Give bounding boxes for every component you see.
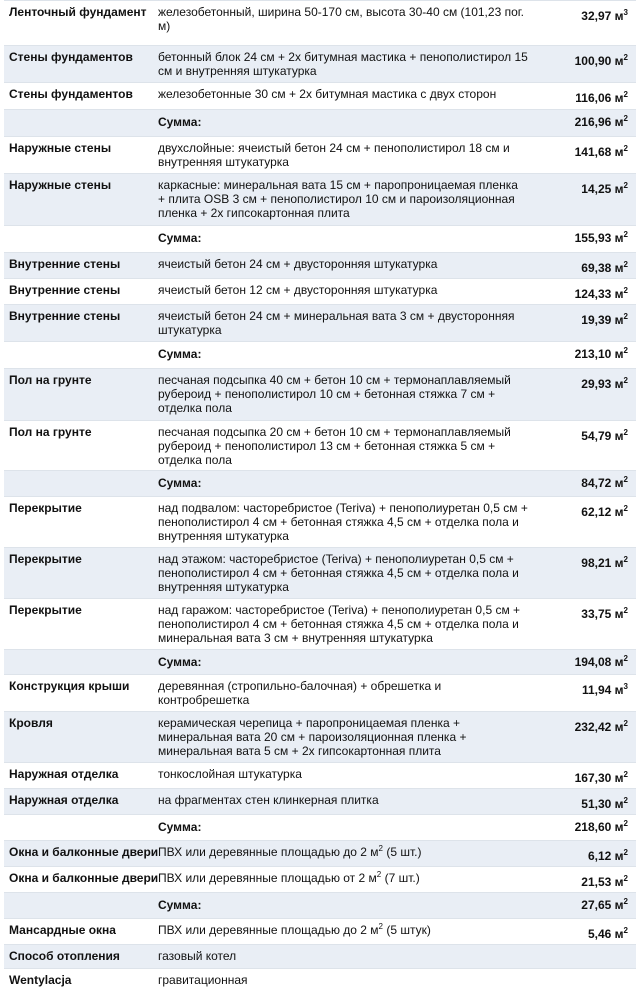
quantity-number: 194,08 м [574, 655, 624, 669]
description-text: ячеистый бетон 12 см + двусторонняя штукатурка [158, 283, 438, 297]
unit-exponent: 2 [623, 848, 628, 857]
unit-exponent: 2 [623, 260, 628, 269]
quantity-number: 33,75 м [581, 607, 624, 621]
description-text: ПВХ или деревянные площадью от 2 м [158, 871, 377, 885]
sum-row [4, 892, 636, 918]
description-text: деревянная (стропильно-балочная) + обрешетка и контробрешетка [158, 679, 442, 707]
quantity-value [581, 898, 628, 912]
element-name: Внутренние стены [9, 309, 121, 323]
element-description [158, 793, 528, 807]
element-name: Стены фундаментов [9, 50, 133, 64]
table-row [4, 944, 636, 968]
table-row [4, 788, 636, 814]
element-name: Wentylacja [9, 973, 72, 987]
sum-label: Сумма: [158, 347, 202, 361]
element-name: Наружные стены [9, 178, 112, 192]
quantity-value [575, 91, 628, 105]
quantity-value [588, 849, 628, 863]
table-row [4, 598, 636, 649]
element-description [158, 178, 528, 220]
description-text: песчаная подсыпка 40 см + бетон 10 см + термонаплавляемый рубероид + пенополистирол 10 см + бетонная стяжка 7 см + отделка пола [158, 373, 511, 415]
quantity-number: 232,42 м [574, 720, 624, 734]
quantity-number: 11,94 м [581, 683, 624, 697]
element-description [158, 141, 528, 169]
description-text: над гаражом: часторебристое (Teriva) + пенополиуретан 0,5 см + пенополистирол 4 см + бетонная стяжка 4,5 см + отделка пола и минеральная вата 3 см + внутренняя штукатурка [158, 603, 521, 645]
description-text: керамическая черепица + паропроницаемая пленка + минеральная вата 20 см + пароизоляционная пленка + минеральная вата 5 см + 2x гипсокартонная плита [158, 716, 467, 758]
quantity-number: 54,79 м [581, 429, 624, 443]
quantity-number: 69,38 м [581, 261, 624, 275]
sum-label: Сумма: [158, 655, 202, 669]
quantity-number: 155,93 м [574, 231, 624, 245]
quantity-value [581, 313, 628, 327]
element-description [158, 283, 528, 297]
table-row [4, 674, 636, 711]
sum-label: Сумма: [158, 231, 202, 245]
quantity-number: 62,12 м [581, 505, 624, 519]
table-row [4, 82, 636, 109]
quantity-value [581, 9, 628, 23]
description-text: песчаная подсыпка 20 см + бетон 10 см + термонаплавляемый рубероид + пенополистирол 13 см + бетонная стяжка 5 см + отделка пола [158, 425, 511, 467]
quantity-value [575, 287, 628, 301]
element-description [158, 767, 528, 781]
quantity-value [575, 115, 628, 129]
element-description [158, 871, 528, 885]
quantity-value [575, 54, 628, 68]
element-description [158, 845, 528, 859]
sum-label: Сумма: [158, 476, 202, 490]
table-row [4, 173, 636, 225]
unit-exponent: 2 [623, 90, 628, 99]
unit-exponent: 2 [623, 796, 628, 805]
table-row [4, 0, 636, 45]
element-name: Кровля [9, 716, 53, 730]
table-row [4, 866, 636, 892]
quantity-value [581, 476, 628, 490]
description-text: каркасные: минеральная вата 15 см + паропроницаемая пленка + плита OSB 3 см + пенополистирол 10 см и пароизоляционная пленка + 2x гипсокартонная плита [158, 178, 518, 220]
quantity-value [582, 683, 628, 697]
description-text: ячеистый бетон 24 см + минеральная вата 3 см + двусторонняя штукатурка [158, 309, 515, 337]
element-name: Перекрытие [9, 552, 82, 566]
unit-exponent: 2 [623, 874, 628, 883]
table-row [4, 762, 636, 788]
quantity-value [588, 927, 628, 941]
description-text: (5 штук) [383, 923, 431, 937]
element-description [158, 5, 528, 33]
unit-exponent: 2 [378, 844, 383, 853]
quantity-number: 116,06 м [575, 91, 624, 105]
unit-exponent: 2 [623, 181, 628, 190]
sum-row [4, 341, 636, 368]
quantity-number: 216,96 м [574, 115, 624, 129]
unit-exponent: 2 [623, 926, 628, 935]
element-description [158, 50, 528, 78]
quantity-value [575, 347, 628, 361]
unit-exponent: 2 [623, 376, 628, 385]
unit-exponent: 2 [623, 428, 628, 437]
element-description [158, 309, 528, 337]
element-description [158, 716, 528, 758]
unit-exponent: 2 [623, 114, 628, 123]
table-row [4, 547, 636, 598]
quantity-value [575, 231, 628, 245]
element-name: Мансардные окна [9, 923, 116, 937]
unit-exponent: 2 [623, 144, 628, 153]
quantity-value [581, 429, 628, 443]
unit-exponent: 2 [623, 606, 628, 615]
element-name: Пол на грунте [9, 373, 92, 387]
element-description [158, 425, 528, 467]
table-row [4, 136, 636, 173]
element-description [158, 679, 528, 707]
table-row [4, 278, 636, 304]
quantity-number: 21,53 м [581, 875, 624, 889]
description-text: (7 шт.) [381, 871, 420, 885]
description-text: над подвалом: часторебристое (Teriva) + пенополиуретан 0,5 см + пенополистирол 4 см + бетонная стяжка 4,5 см + отделка пола и внутренняя штукатурка [158, 501, 528, 543]
quantity-number: 6,12 м [587, 849, 624, 863]
element-name: Наружные стены [9, 141, 112, 155]
description-text: железобетонный, ширина 50-170 см, высота 30-40 см (101,23 пог. м) [158, 5, 524, 33]
element-name: Окна и балконные двери [9, 871, 159, 885]
sum-label: Сумма: [158, 898, 202, 912]
element-description [158, 923, 528, 937]
element-name: Ленточный фундамент [9, 5, 147, 19]
quantity-number: 51,30 м [581, 797, 624, 811]
quantity-number: 213,10 м [574, 347, 624, 361]
element-description [158, 501, 528, 543]
table-row [4, 368, 636, 420]
unit-exponent: 3 [623, 682, 628, 691]
element-name: Наружная отделка [9, 767, 119, 781]
unit-exponent: 2 [623, 819, 628, 828]
description-text: железобетонные 30 см + 2x битумная мастика с двух сторон [158, 87, 497, 101]
description-text: ПВХ или деревянные площадью до 2 м [158, 845, 379, 859]
unit-exponent: 2 [378, 922, 383, 931]
sum-row [4, 814, 636, 840]
quantity-number: 124,33 м [574, 287, 624, 301]
unit-exponent: 2 [623, 230, 628, 239]
quantity-value [575, 820, 628, 834]
element-description [158, 949, 528, 963]
quantity-number: 19,39 м [581, 313, 624, 327]
quantity-value [575, 720, 628, 734]
description-text: бетонный блок 24 см + 2x битумная мастика + пенополистирол 15 см и внутренняя штукатурка [158, 50, 528, 78]
quantity-value [575, 655, 628, 669]
unit-exponent: 2 [376, 870, 382, 879]
description-text: (5 шт.) [383, 845, 422, 859]
unit-exponent: 2 [623, 770, 628, 779]
quantity-number: 27,65 м [581, 898, 624, 912]
unit-exponent: 2 [623, 719, 628, 728]
description-text: гравитационная [158, 973, 248, 987]
unit-exponent: 3 [623, 8, 628, 17]
description-text: над этажом: часторебристое (Teriva) + пенополиуретан 0,5 см + пенополистирол 4 см + бетонная стяжка 4,5 см + отделка пола и внутренняя штукатурка [158, 552, 519, 594]
description-text: на фрагментах стен клинкерная плитка [158, 793, 379, 807]
sum-label: Сумма: [158, 115, 202, 129]
element-name: Окна и балконные двери [9, 845, 159, 859]
description-text: ячеистый бетон 24 см + двусторонняя штукатурка [158, 257, 438, 271]
quantity-value [581, 377, 628, 391]
element-description [158, 257, 528, 271]
unit-exponent: 2 [623, 504, 628, 513]
table-row [4, 45, 636, 82]
unit-exponent: 2 [623, 346, 628, 355]
description-text: двухслойные: ячеистый бетон 24 см + пенополистирол 18 см и внутренняя штукатурка [158, 141, 510, 169]
quantity-number: 14,25 м [581, 182, 624, 196]
quantity-number: 100,90 м [574, 54, 624, 68]
quantity-number: 141,68 м [574, 145, 624, 159]
description-text: газовый котел [158, 949, 237, 963]
sum-row [4, 109, 636, 136]
element-description [158, 87, 528, 101]
unit-exponent: 2 [623, 555, 628, 564]
sum-label: Сумма: [158, 820, 202, 834]
table-row [4, 918, 636, 944]
sum-row [4, 470, 636, 496]
unit-exponent: 2 [623, 897, 628, 906]
quantity-value [575, 145, 628, 159]
quantity-value [581, 797, 628, 811]
element-name: Конструкция крыши [9, 679, 130, 693]
element-name: Внутренние стены [9, 283, 121, 297]
element-description [158, 973, 528, 987]
quantity-value [581, 261, 628, 275]
unit-exponent: 2 [623, 286, 628, 295]
unit-exponent: 2 [623, 312, 628, 321]
element-name: Внутренние стены [9, 257, 121, 271]
unit-exponent: 2 [623, 475, 628, 484]
table-row [4, 840, 636, 866]
sum-row [4, 225, 636, 252]
element-description [158, 552, 528, 594]
element-name: Способ отопления [9, 949, 120, 963]
element-name: Наружная отделка [9, 793, 119, 807]
table-row [4, 252, 636, 278]
description-text: ПВХ или деревянные площадью до 2 м [158, 923, 379, 937]
element-name: Перекрытие [9, 603, 82, 617]
unit-exponent: 2 [623, 53, 628, 62]
sum-row [4, 649, 636, 674]
quantity-number: 84,72 м [581, 476, 624, 490]
table-row [4, 496, 636, 547]
element-name: Стены фундаментов [9, 87, 133, 101]
description-text: тонкослойная штукатурка [158, 767, 302, 781]
element-description [158, 373, 528, 415]
quantity-number: 29,93 м [581, 377, 624, 391]
quantity-number: 218,60 м [574, 820, 624, 834]
table-row [4, 304, 636, 341]
quantity-number: 167,30 м [574, 771, 624, 785]
table-row [4, 968, 636, 992]
quantity-value [581, 182, 628, 196]
element-description [158, 603, 528, 645]
quantity-number: 98,21 м [581, 556, 624, 570]
unit-exponent: 2 [623, 654, 628, 663]
quantity-value [581, 607, 628, 621]
element-name: Пол на грунте [9, 425, 92, 439]
quantity-value [581, 875, 628, 889]
quantity-number: 5,46 м [587, 927, 624, 941]
quantity-number: 32,97 м [581, 9, 624, 23]
table-row [4, 711, 636, 762]
element-name: Перекрытие [9, 501, 82, 515]
table-row [4, 420, 636, 470]
quantity-value [581, 505, 628, 519]
quantity-value [575, 771, 628, 785]
quantity-value [581, 556, 628, 570]
